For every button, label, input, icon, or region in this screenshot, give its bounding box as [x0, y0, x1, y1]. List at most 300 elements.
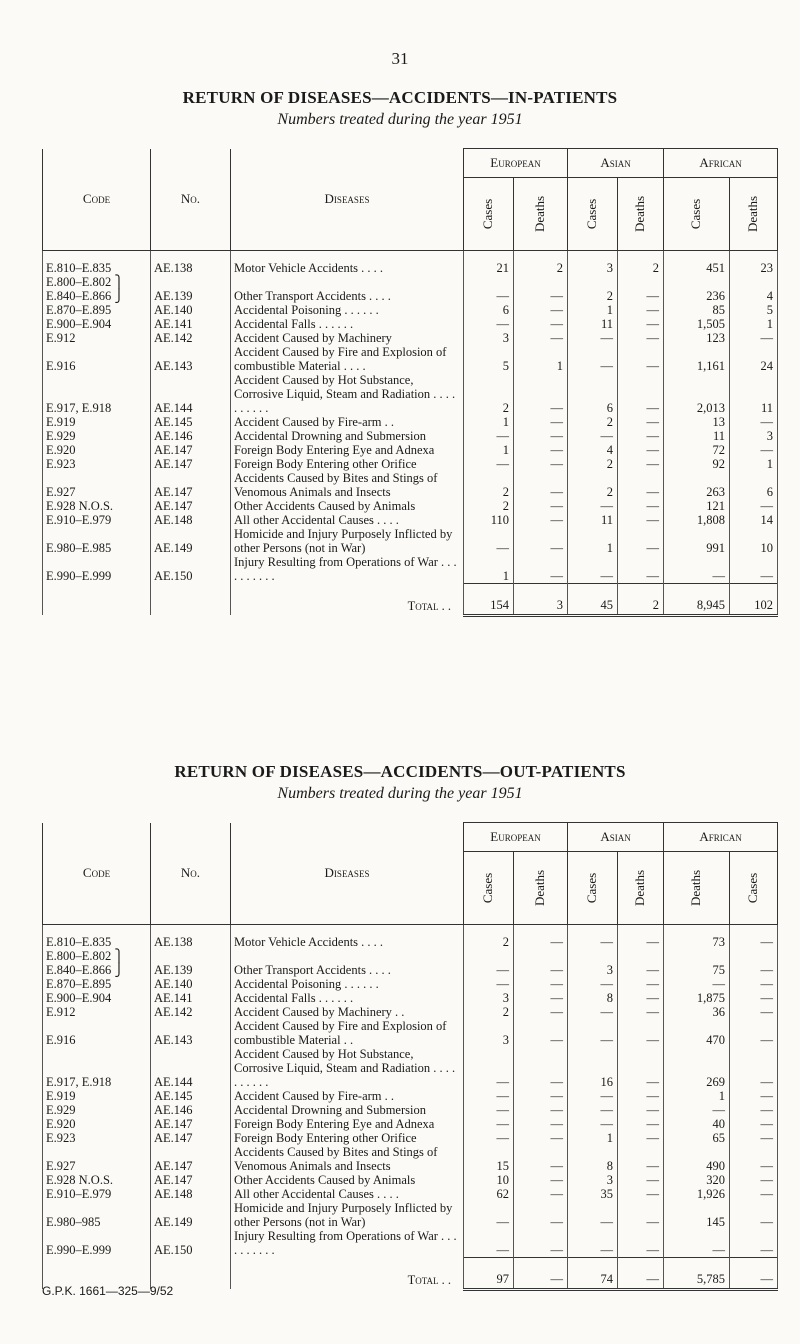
value-cell: —: [730, 415, 778, 429]
code-header: Code: [43, 149, 151, 251]
value-cell: 75: [664, 949, 730, 977]
value-cell: —: [514, 429, 568, 443]
total-label: Total . .: [231, 583, 464, 615]
value-cell: —: [514, 949, 568, 977]
disease-cell: Other Transport Accidents . . . .: [231, 949, 464, 977]
disease-cell: Accidental Drowning and Submersion: [231, 1103, 464, 1117]
table-row: [43, 949, 778, 977]
table-row: [43, 415, 778, 429]
disease-cell: Homicide and Injury Purposely Inflicted by other Persons (not in War): [231, 1201, 464, 1229]
code-cell: E.916: [43, 1019, 151, 1047]
value-cell: —: [618, 275, 664, 303]
value-cell: 2: [464, 1005, 514, 1019]
code-cell: E.900–E.904: [43, 991, 151, 1005]
inpatients-table: [42, 148, 778, 617]
value-cell: —: [514, 331, 568, 345]
value-cell: —: [730, 555, 778, 583]
value-cell: 1: [464, 443, 514, 457]
disease-cell: Foreign Body Entering other Orifice: [231, 1131, 464, 1145]
no-cell: AE.148: [151, 513, 231, 527]
value-cell: 451: [664, 251, 730, 276]
table-row: [43, 317, 778, 331]
value-cell: —: [464, 527, 514, 555]
value-cell: —: [514, 1173, 568, 1187]
value-cell: —: [568, 977, 618, 991]
value-cell: —: [730, 1005, 778, 1019]
value-cell: —: [514, 303, 568, 317]
value-cell: —: [618, 415, 664, 429]
value-cell: —: [464, 949, 514, 977]
disease-cell: Accidents Caused by Bites and Stings of Venomous Animals and Insects: [231, 1145, 464, 1173]
value-cell: 1: [514, 345, 568, 373]
value-cell: 62: [464, 1187, 514, 1201]
subheader-deaths: Deaths: [730, 178, 778, 251]
value-cell: —: [514, 1047, 568, 1089]
value-cell: —: [514, 457, 568, 471]
african-header: African: [664, 149, 778, 178]
value-cell: —: [464, 317, 514, 331]
value-cell: —: [618, 1173, 664, 1187]
disease-cell: All other Accidental Causes . . . .: [231, 513, 464, 527]
value-cell: 2: [464, 373, 514, 415]
value-cell: 10: [464, 1173, 514, 1187]
value-cell: —: [514, 373, 568, 415]
value-cell: 490: [664, 1145, 730, 1173]
code-cell: E.919: [43, 415, 151, 429]
value-cell: 1,808: [664, 513, 730, 527]
no-cell: AE.144: [151, 373, 231, 415]
value-cell: 3: [464, 331, 514, 345]
no-cell: AE.144: [151, 1047, 231, 1089]
value-cell: —: [618, 925, 664, 950]
european-header: European: [464, 149, 568, 178]
value-cell: —: [568, 1089, 618, 1103]
value-cell: —: [568, 1117, 618, 1131]
value-cell: 2: [568, 471, 618, 499]
value-cell: 8: [568, 1145, 618, 1173]
value-cell: —: [618, 1145, 664, 1173]
value-cell: —: [618, 513, 664, 527]
table-row: [43, 1187, 778, 1201]
value-cell: —: [514, 1103, 568, 1117]
value-cell: 269: [664, 1047, 730, 1089]
value-cell: —: [618, 1131, 664, 1145]
no-cell: AE.139: [151, 275, 231, 303]
code-cell: E.916: [43, 345, 151, 373]
value-cell: —: [618, 499, 664, 513]
table-row: [43, 1047, 778, 1089]
table-row: [43, 1145, 778, 1173]
value-cell: —: [618, 991, 664, 1005]
value-cell: —: [730, 925, 778, 950]
value-cell: —: [618, 555, 664, 583]
value-cell: 1,875: [664, 991, 730, 1005]
subheader-cases: Cases: [464, 178, 514, 251]
no-cell: AE.147: [151, 457, 231, 471]
disease-cell: Accident Caused by Fire and Explosion of combustible Material . .: [231, 1019, 464, 1047]
value-cell: —: [618, 471, 664, 499]
table-row: [43, 373, 778, 415]
outpatients-title: RETURN OF DISEASES—ACCIDENTS—OUT-PATIENTS: [174, 762, 626, 781]
no-cell: AE.147: [151, 443, 231, 457]
subheader-deaths: Deaths: [618, 852, 664, 925]
value-cell: —: [730, 1187, 778, 1201]
value-cell: 2: [464, 925, 514, 950]
no-cell: AE.147: [151, 1131, 231, 1145]
value-cell: —: [568, 1019, 618, 1047]
value-cell: —: [514, 1019, 568, 1047]
disease-cell: Accidental Drowning and Submersion: [231, 429, 464, 443]
no-cell: AE.147: [151, 499, 231, 513]
no-cell: AE.146: [151, 1103, 231, 1117]
european-header: European: [464, 823, 568, 852]
disease-cell: Accident Caused by Fire-arm . .: [231, 415, 464, 429]
value-cell: 123: [664, 331, 730, 345]
table-row: [43, 1201, 778, 1229]
value-cell: 3: [568, 1173, 618, 1187]
value-cell: —: [618, 1103, 664, 1117]
value-cell: —: [618, 977, 664, 991]
value-cell: 3: [568, 251, 618, 276]
value-cell: 2: [568, 457, 618, 471]
code-cell: E.923: [43, 1131, 151, 1145]
subheader-cases: Cases: [568, 852, 618, 925]
disease-cell: Accident Caused by Fire-arm . .: [231, 1089, 464, 1103]
code-cell: E.910–E.979: [43, 1187, 151, 1201]
disease-cell: Accident Caused by Hot Substance, Corrosive Liquid, Steam and Radiation . . . . . . . . . .: [231, 1047, 464, 1089]
value-cell: 5: [730, 303, 778, 317]
value-cell: —: [730, 1089, 778, 1103]
value-cell: —: [568, 1103, 618, 1117]
value-cell: 16: [568, 1047, 618, 1089]
value-cell: 2: [568, 415, 618, 429]
code-cell: E.900–E.904: [43, 317, 151, 331]
disease-cell: Motor Vehicle Accidents . . . .: [231, 251, 464, 276]
code-cell: E.927: [43, 1145, 151, 1173]
code-cell: E.910–E.979: [43, 513, 151, 527]
value-cell: 263: [664, 471, 730, 499]
value-cell: 2: [568, 275, 618, 303]
code-cell: E.923: [43, 457, 151, 471]
value-cell: —: [730, 1173, 778, 1187]
total-value: 97: [464, 1257, 514, 1289]
value-cell: —: [514, 925, 568, 950]
value-cell: —: [568, 499, 618, 513]
disease-cell: Injury Resulting from Operations of War . . . . . . . . . .: [231, 1229, 464, 1257]
table-row: [43, 499, 778, 513]
value-cell: —: [730, 1145, 778, 1173]
value-cell: —: [618, 331, 664, 345]
value-cell: 6: [464, 303, 514, 317]
value-cell: 1: [568, 303, 618, 317]
value-cell: 15: [464, 1145, 514, 1173]
no-cell: AE.141: [151, 991, 231, 1005]
value-cell: 110: [464, 513, 514, 527]
table-row: [43, 527, 778, 555]
value-cell: 6: [568, 373, 618, 415]
value-cell: 1: [568, 527, 618, 555]
no-cell: AE.147: [151, 1173, 231, 1187]
value-cell: —: [514, 991, 568, 1005]
value-cell: 2: [464, 471, 514, 499]
value-cell: —: [568, 331, 618, 345]
value-cell: —: [618, 303, 664, 317]
value-cell: —: [730, 977, 778, 991]
disease-cell: Accident Caused by Hot Substance, Corrosive Liquid, Steam and Radiation . . . . . . . . . .: [231, 373, 464, 415]
value-cell: 1: [730, 457, 778, 471]
value-cell: 236: [664, 275, 730, 303]
value-cell: —: [730, 1047, 778, 1089]
code-header: Code: [43, 823, 151, 925]
code-cell: E.917, E.918: [43, 373, 151, 415]
table-row: [43, 303, 778, 317]
value-cell: —: [514, 1229, 568, 1257]
table-row: [43, 1173, 778, 1187]
code-cell: E.927: [43, 471, 151, 499]
value-cell: —: [464, 275, 514, 303]
table-row: [43, 345, 778, 373]
value-cell: —: [618, 1089, 664, 1103]
no-cell: AE.140: [151, 977, 231, 991]
value-cell: —: [730, 1117, 778, 1131]
no-cell: AE.147: [151, 1145, 231, 1173]
disease-cell: Motor Vehicle Accidents . . . .: [231, 925, 464, 950]
value-cell: —: [464, 1089, 514, 1103]
value-cell: —: [618, 1229, 664, 1257]
no-cell: AE.138: [151, 251, 231, 276]
code-cell: E.920: [43, 443, 151, 457]
no-cell: AE.142: [151, 1005, 231, 1019]
no-header: No.: [151, 149, 231, 251]
value-cell: 65: [664, 1131, 730, 1145]
value-cell: 13: [664, 415, 730, 429]
subheader-cases: Cases: [730, 852, 778, 925]
code-cell: E.912: [43, 331, 151, 345]
value-cell: —: [618, 1187, 664, 1201]
value-cell: 14: [730, 513, 778, 527]
value-cell: 1,161: [664, 345, 730, 373]
value-cell: —: [514, 471, 568, 499]
value-cell: —: [514, 555, 568, 583]
value-cell: —: [464, 1103, 514, 1117]
value-cell: 11: [568, 513, 618, 527]
total-value: 3: [514, 583, 568, 615]
diseases-header: Diseases: [231, 149, 464, 251]
value-cell: —: [664, 1229, 730, 1257]
value-cell: —: [664, 1103, 730, 1117]
total-value: 45: [568, 583, 618, 615]
value-cell: 36: [664, 1005, 730, 1019]
value-cell: 11: [568, 317, 618, 331]
value-cell: —: [464, 1229, 514, 1257]
code-cell: E.990–E.999: [43, 555, 151, 583]
value-cell: —: [514, 1089, 568, 1103]
total-value: 154: [464, 583, 514, 615]
value-cell: —: [618, 317, 664, 331]
no-cell: AE.140: [151, 303, 231, 317]
total-value: 2: [618, 583, 664, 615]
total-value: 5,785: [664, 1257, 730, 1289]
value-cell: —: [730, 991, 778, 1005]
no-cell: AE.143: [151, 1019, 231, 1047]
subheader-deaths: Deaths: [514, 178, 568, 251]
total-value: 102: [730, 583, 778, 615]
table-row: [43, 471, 778, 499]
value-cell: —: [730, 1229, 778, 1257]
subheader-deaths: Deaths: [664, 852, 730, 925]
value-cell: —: [568, 1201, 618, 1229]
african-header: African: [664, 823, 778, 852]
value-cell: 2: [514, 251, 568, 276]
value-cell: —: [568, 555, 618, 583]
value-cell: —: [730, 443, 778, 457]
value-cell: 8: [568, 991, 618, 1005]
page-number: 31: [391, 49, 409, 68]
value-cell: 23: [730, 251, 778, 276]
value-cell: —: [618, 1201, 664, 1229]
total-label: Total . .: [231, 1257, 464, 1289]
outpatients-subtitle: Numbers treated during the year 1951: [277, 785, 523, 802]
value-cell: —: [730, 1019, 778, 1047]
no-cell: AE.150: [151, 1229, 231, 1257]
subheader-deaths: Deaths: [514, 852, 568, 925]
value-cell: —: [514, 1201, 568, 1229]
value-cell: 24: [730, 345, 778, 373]
table-row: [43, 925, 778, 950]
value-cell: —: [514, 499, 568, 513]
value-cell: —: [514, 1145, 568, 1173]
inpatients-title: RETURN OF DISEASES—ACCIDENTS—IN-PATIENTS: [182, 88, 618, 107]
disease-cell: Foreign Body Entering Eye and Adnexa: [231, 1117, 464, 1131]
value-cell: —: [664, 977, 730, 991]
value-cell: 1,505: [664, 317, 730, 331]
disease-cell: Injury Resulting from Operations of War . . . . . . . . . .: [231, 555, 464, 583]
value-cell: 320: [664, 1173, 730, 1187]
value-cell: —: [464, 457, 514, 471]
value-cell: —: [568, 1229, 618, 1257]
value-cell: —: [730, 949, 778, 977]
printer-footer: G.P.K. 1661—325—9/52: [42, 1284, 174, 1298]
value-cell: —: [618, 949, 664, 977]
value-cell: —: [568, 429, 618, 443]
table-row: [43, 429, 778, 443]
value-cell: —: [618, 373, 664, 415]
value-cell: 4: [568, 443, 618, 457]
value-cell: —: [514, 317, 568, 331]
value-cell: 1: [568, 1131, 618, 1145]
value-cell: —: [514, 275, 568, 303]
no-cell: AE.145: [151, 415, 231, 429]
code-cell: E.870–E.895: [43, 977, 151, 991]
no-cell: AE.143: [151, 345, 231, 373]
value-cell: 11: [664, 429, 730, 443]
value-cell: 991: [664, 527, 730, 555]
no-cell: AE.142: [151, 331, 231, 345]
value-cell: 73: [664, 925, 730, 950]
code-cell: E.990–E.999: [43, 1229, 151, 1257]
code-cell: E.810–E.835: [43, 251, 151, 276]
total-value: —: [730, 1257, 778, 1289]
code-cell: E.917, E.918: [43, 1047, 151, 1089]
value-cell: 1: [730, 317, 778, 331]
table-row: [43, 251, 778, 276]
value-cell: 72: [664, 443, 730, 457]
outpatients-table: [42, 822, 778, 1291]
disease-cell: Accidental Falls . . . . . .: [231, 317, 464, 331]
table-row: [43, 1103, 778, 1117]
value-cell: 3: [730, 429, 778, 443]
value-cell: 5: [464, 345, 514, 373]
code-cell: E.929: [43, 429, 151, 443]
value-cell: 145: [664, 1201, 730, 1229]
value-cell: 1: [664, 1089, 730, 1103]
value-cell: 2: [464, 499, 514, 513]
table-row: [43, 443, 778, 457]
code-cell: E.919: [43, 1089, 151, 1103]
table-row: [43, 1019, 778, 1047]
value-cell: —: [618, 345, 664, 373]
total-value: —: [514, 1257, 568, 1289]
value-cell: 121: [664, 499, 730, 513]
value-cell: —: [568, 345, 618, 373]
no-cell: AE.138: [151, 925, 231, 950]
table-row: [43, 1089, 778, 1103]
value-cell: —: [618, 429, 664, 443]
code-cell: E.920: [43, 1117, 151, 1131]
value-cell: 11: [730, 373, 778, 415]
total-row: [43, 583, 778, 615]
table-row: [43, 1005, 778, 1019]
value-cell: —: [514, 1187, 568, 1201]
subheader-cases: Cases: [568, 178, 618, 251]
table-row: [43, 1117, 778, 1131]
disease-cell: Other Accidents Caused by Animals: [231, 1173, 464, 1187]
value-cell: 92: [664, 457, 730, 471]
blank-cell: [43, 583, 151, 615]
value-cell: —: [730, 499, 778, 513]
value-cell: —: [664, 555, 730, 583]
asian-header: Asian: [568, 823, 664, 852]
value-cell: —: [618, 527, 664, 555]
value-cell: 1: [464, 555, 514, 583]
total-value: 8,945: [664, 583, 730, 615]
code-cell: E.870–E.895: [43, 303, 151, 317]
value-cell: 470: [664, 1019, 730, 1047]
disease-cell: Foreign Body Entering Eye and Adnexa: [231, 443, 464, 457]
value-cell: —: [464, 1117, 514, 1131]
value-cell: —: [568, 925, 618, 950]
disease-cell: Foreign Body Entering other Orifice: [231, 457, 464, 471]
value-cell: —: [618, 443, 664, 457]
value-cell: 40: [664, 1117, 730, 1131]
value-cell: —: [730, 331, 778, 345]
value-cell: 21: [464, 251, 514, 276]
code-cell: E.800–E.802 ⎫ E.840–E.866 ⎭: [43, 275, 151, 303]
value-cell: —: [618, 1019, 664, 1047]
table-row: [43, 555, 778, 583]
subheader-deaths: Deaths: [618, 178, 664, 251]
value-cell: —: [514, 1005, 568, 1019]
value-cell: —: [618, 1005, 664, 1019]
no-cell: AE.146: [151, 429, 231, 443]
value-cell: —: [618, 1117, 664, 1131]
value-cell: —: [464, 977, 514, 991]
disease-cell: Accident Caused by Machinery . .: [231, 1005, 464, 1019]
no-cell: AE.149: [151, 1201, 231, 1229]
inpatients-subtitle: Numbers treated during the year 1951: [277, 111, 523, 128]
value-cell: —: [568, 1005, 618, 1019]
table-row: [43, 513, 778, 527]
